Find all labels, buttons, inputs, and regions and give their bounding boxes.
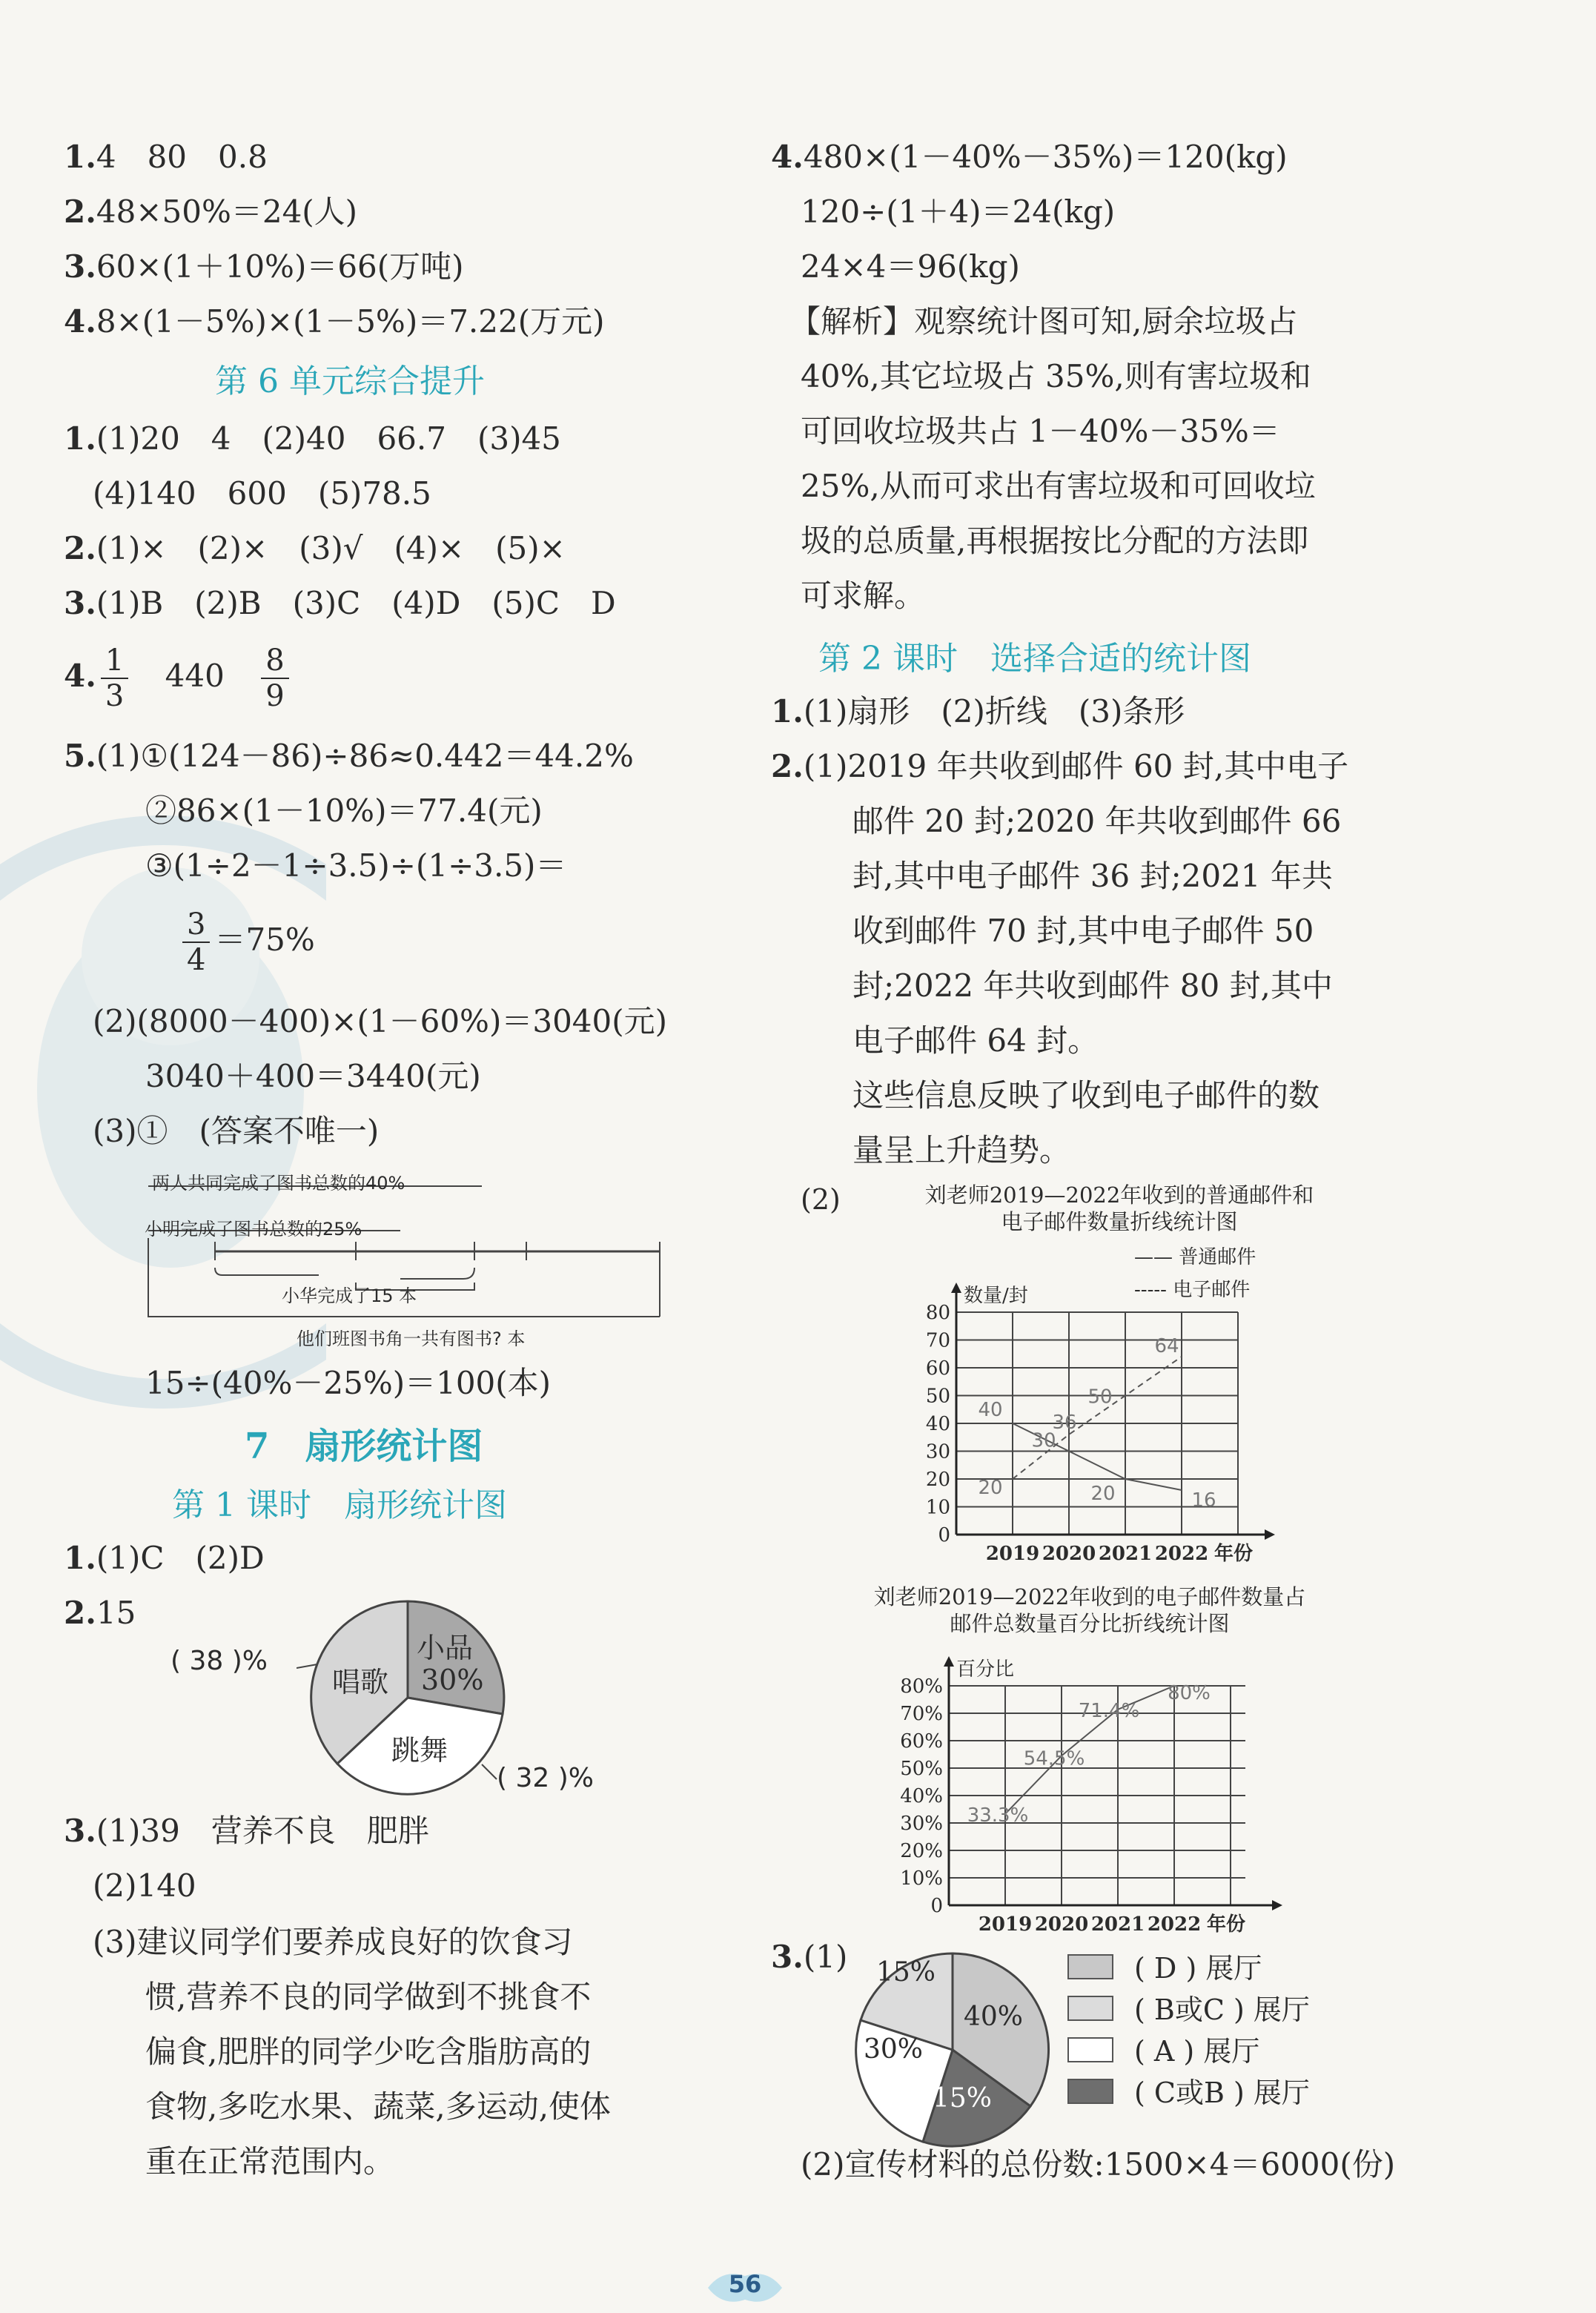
y-tick-label: 70 xyxy=(925,1329,950,1352)
series-line xyxy=(1013,1357,1182,1479)
y-tick-label: 50% xyxy=(900,1758,943,1780)
y-tick-label: 60 xyxy=(925,1357,950,1380)
explanation-line: 40%,其它垃圾占 35%,则有害垃圾和 xyxy=(801,358,1311,394)
y-tick-label: 10 xyxy=(925,1496,950,1519)
diagram-label: 他们班图书角一共有图书? 本 xyxy=(297,1328,526,1349)
y-tick-label: 40% xyxy=(900,1785,943,1807)
answer-line: (3)建议同学们要养成良好的饮食习 xyxy=(93,1924,573,1960)
section-title: 7 扇形统计图 xyxy=(245,1426,483,1467)
diagram-label: 两人共同完成了图书总数的40% xyxy=(152,1173,405,1194)
answer-line: 3.(1) xyxy=(771,1939,848,1975)
answer-line: 120÷(1＋4)＝24(kg) xyxy=(801,193,1116,230)
answer-line: 3.(1)39 营养不良 肥胖 xyxy=(64,1813,429,1849)
y-tick-label: 0 xyxy=(930,1895,943,1917)
data-label: 50 xyxy=(1087,1386,1113,1409)
data-label: 64 xyxy=(1154,1335,1179,1357)
y-axis-arrow xyxy=(951,1283,961,1293)
answer-line: 3.(1)B (2)B (3)C (4)D (5)C D xyxy=(64,585,616,621)
data-label: 20 xyxy=(978,1477,1003,1499)
answer-line: 电子邮件 64 封。 xyxy=(852,1022,1099,1059)
pie-label-skit: 小品 xyxy=(417,1632,474,1664)
answer-line: 重在正常范围内。 xyxy=(145,2143,395,2180)
chart1-title: 刘老师2019—2022年收到的普通邮件和 电子邮件数量折线统计图 xyxy=(924,1182,1314,1234)
answer-line-fraction: $\frac{3}{4}$ ＝75% xyxy=(178,903,315,977)
pie-label-sing-percent: ( 38 )% xyxy=(170,1646,268,1676)
data-label: 40 xyxy=(978,1399,1003,1421)
answer-line: 2.(1)× (2)× (3)√ (4)× (5)× xyxy=(64,530,566,566)
pie-label-dance-percent: ( 32 )% xyxy=(497,1763,594,1793)
explanation-line: 【解析】观察统计图可知,厨余垃圾占 xyxy=(789,303,1298,340)
line-chart-email-percentage xyxy=(875,1638,1342,1935)
y-tick-label: 70% xyxy=(900,1703,943,1725)
answer-line: 2.(1)2019 年共收到邮件 60 封,其中电子 xyxy=(771,748,1349,784)
explanation-line: 圾的总质量,再根据按比分配的方法即 xyxy=(801,523,1309,559)
data-label: 16 xyxy=(1191,1489,1216,1512)
y-tick-label: 80% xyxy=(900,1675,943,1698)
answer-line: (2)宣传材料的总份数:1500×4＝6000(份) xyxy=(801,2146,1396,2183)
y-tick-label: 40 xyxy=(925,1413,950,1435)
x-axis-label: 年份 xyxy=(1207,1913,1246,1935)
x-tick-label: 2019 xyxy=(985,1543,1040,1565)
answer-line: 封,其中电子邮件 36 封;2021 年共 xyxy=(852,858,1333,894)
answer-line: 量呈上升趋势。 xyxy=(852,1132,1071,1168)
answer-line: 封;2022 年共收到邮件 80 封,其中 xyxy=(852,967,1333,1004)
data-label: 20 xyxy=(1090,1483,1116,1505)
legend-swatch xyxy=(1067,2037,1113,2062)
y-axis-arrow xyxy=(944,1656,954,1667)
y-tick-label: 20 xyxy=(925,1469,950,1491)
diagram-label: 小明完成了图书总数的25% xyxy=(145,1219,362,1240)
y-axis-label: 数量/封 xyxy=(964,1285,1028,1307)
line-chart-mail-count xyxy=(890,1245,1349,1572)
pie-label: 40% xyxy=(964,2002,1024,2032)
answer-line: 这些信息反映了收到电子邮件的数 xyxy=(852,1077,1320,1114)
x-tick-label: 2022 xyxy=(1154,1543,1209,1565)
explanation-line: 25%,从而可求出有害垃圾和可回收垃 xyxy=(801,468,1316,504)
legend-swatch xyxy=(1067,1954,1113,1979)
legend-label: ( C或B ) 展厅 xyxy=(1134,2077,1310,2109)
answer-line: 2.15 xyxy=(64,1595,136,1631)
answer-line: 4.8×(1－5%)×(1－5%)＝7.22(万元) xyxy=(64,303,605,340)
legend-swatch xyxy=(1067,1996,1113,2021)
answer-line: 4.480×(1－40%－35%)＝120(kg) xyxy=(771,139,1288,175)
legend-label: ( B或C ) 展厅 xyxy=(1134,1993,1310,2026)
answer-line: 3.60×(1＋10%)＝66(万吨) xyxy=(64,248,464,285)
answer-line: 收到邮件 70 封,其中电子邮件 50 xyxy=(852,913,1314,949)
unit-title: 第 6 单元综合提升 xyxy=(215,363,485,400)
legend-swatch xyxy=(1067,2079,1113,2104)
answer-line: 1.4 80 0.8 xyxy=(64,139,268,175)
pie-label-skit-percent: 30% xyxy=(421,1664,484,1696)
answer-line: ③(1÷2－1÷3.5)÷(1÷3.5)＝ xyxy=(145,847,567,884)
answer-line: 3040＋400＝3440(元) xyxy=(145,1058,481,1094)
answer-line: 1.(1)C (2)D xyxy=(64,1540,265,1576)
answer-line: 1.(1)20 4 (2)40 66.7 (3)45 xyxy=(64,420,561,457)
fraction: $\frac{3}{4}$ xyxy=(182,907,210,977)
y-tick-label: 60% xyxy=(900,1730,943,1753)
answer-line: 5.(1)①(124－86)÷86≈0.442＝44.2% xyxy=(64,738,634,774)
answer-line: (2)140 xyxy=(93,1867,196,1904)
y-tick-label: 20% xyxy=(900,1840,943,1862)
x-tick-label: 2021 xyxy=(1098,1543,1153,1565)
diagram-label: 小华完成了15 本 xyxy=(282,1285,417,1306)
x-axis-arrow xyxy=(1265,1529,1275,1540)
answer-line: 偏食,肥胖的同学少吃含脂肪高的 xyxy=(145,2034,592,2070)
explanation-line: 可求解。 xyxy=(801,578,926,614)
answer-line: (2)(8000－400)×(1－60%)＝3040(元) xyxy=(93,1003,668,1039)
x-tick-label: 2019 xyxy=(978,1913,1033,1935)
lesson-title: 第 1 课时 扇形统计图 xyxy=(172,1486,507,1524)
x-tick-label: 2020 xyxy=(1034,1913,1089,1935)
answer-line: 2.48×50%＝24(人) xyxy=(64,193,358,230)
x-axis-label: 年份 xyxy=(1214,1543,1254,1565)
answer-line: 1.(1)扇形 (2)折线 (3)条形 xyxy=(771,693,1185,729)
y-tick-label: 50 xyxy=(925,1385,950,1408)
answer-line: 24×4＝96(kg) xyxy=(801,248,1020,285)
y-tick-label: 30 xyxy=(925,1440,950,1463)
pie-label-dance: 跳舞 xyxy=(391,1734,448,1767)
y-tick-label: 10% xyxy=(900,1867,943,1890)
pie-label: 30% xyxy=(864,2034,924,2065)
y-tick-label: 0 xyxy=(938,1524,950,1546)
fraction: $\frac{8}{9}$ xyxy=(261,643,288,713)
answer-line-fractions: 4. $\frac{1}{3}$ 440 $\frac{8}{9}$ xyxy=(64,639,294,713)
data-label: 80% xyxy=(1168,1682,1211,1704)
pie-label-sing: 唱歌 xyxy=(332,1666,389,1698)
legend-entry: ----- 电子邮件 xyxy=(1134,1279,1251,1301)
legend-entry: —— 普通邮件 xyxy=(1134,1246,1256,1268)
fraction: $\frac{1}{3}$ xyxy=(101,643,128,713)
legend-label: ( A ) 展厅 xyxy=(1134,2035,1260,2068)
x-tick-label: 2020 xyxy=(1042,1543,1096,1565)
data-label: 33.3% xyxy=(967,1804,1029,1827)
y-axis-label: 百分比 xyxy=(956,1658,1015,1681)
answer-line: 邮件 20 封;2020 年共收到邮件 66 xyxy=(852,803,1342,839)
answer-label: (2) xyxy=(801,1183,841,1216)
pie-label: 15% xyxy=(933,2083,993,2114)
answer-line: (4)140 600 (5)78.5 xyxy=(93,475,431,512)
answer-line: ②86×(1－10%)＝77.4(元) xyxy=(145,792,543,829)
pie-label: 15% xyxy=(876,1957,936,1988)
x-tick-label: 2022 xyxy=(1147,1913,1202,1935)
data-label: 54.5% xyxy=(1023,1747,1085,1770)
answer-line: 15÷(40%－25%)＝100(本) xyxy=(145,1365,552,1401)
explanation-line: 可回收垃圾共占 1－40%－35%＝ xyxy=(801,413,1280,449)
data-label: 36 xyxy=(1052,1412,1077,1434)
x-axis-arrow xyxy=(1272,1900,1282,1910)
answer-line: 惯,营养不良的同学做到不挑食不 xyxy=(145,1979,592,2015)
chart2-title: 刘老师2019—2022年收到的电子邮件数量占 邮件总数量百分比折线统计图 xyxy=(873,1584,1306,1636)
lesson-title: 第 2 课时 选择合适的统计图 xyxy=(818,640,1251,678)
data-label: 71.4% xyxy=(1078,1699,1140,1722)
x-tick-label: 2021 xyxy=(1090,1913,1145,1935)
answer-line: (3)① (答案不唯一) xyxy=(93,1113,380,1149)
y-tick-label: 30% xyxy=(900,1813,943,1835)
page-number: 56 xyxy=(728,2270,762,2298)
y-tick-label: 80 xyxy=(925,1302,950,1324)
answer-line: 食物,多吃水果、蔬菜,多运动,使体 xyxy=(145,2088,612,2125)
legend-label: ( D ) 展厅 xyxy=(1134,1952,1262,1985)
data-label: 30 xyxy=(1031,1429,1056,1452)
